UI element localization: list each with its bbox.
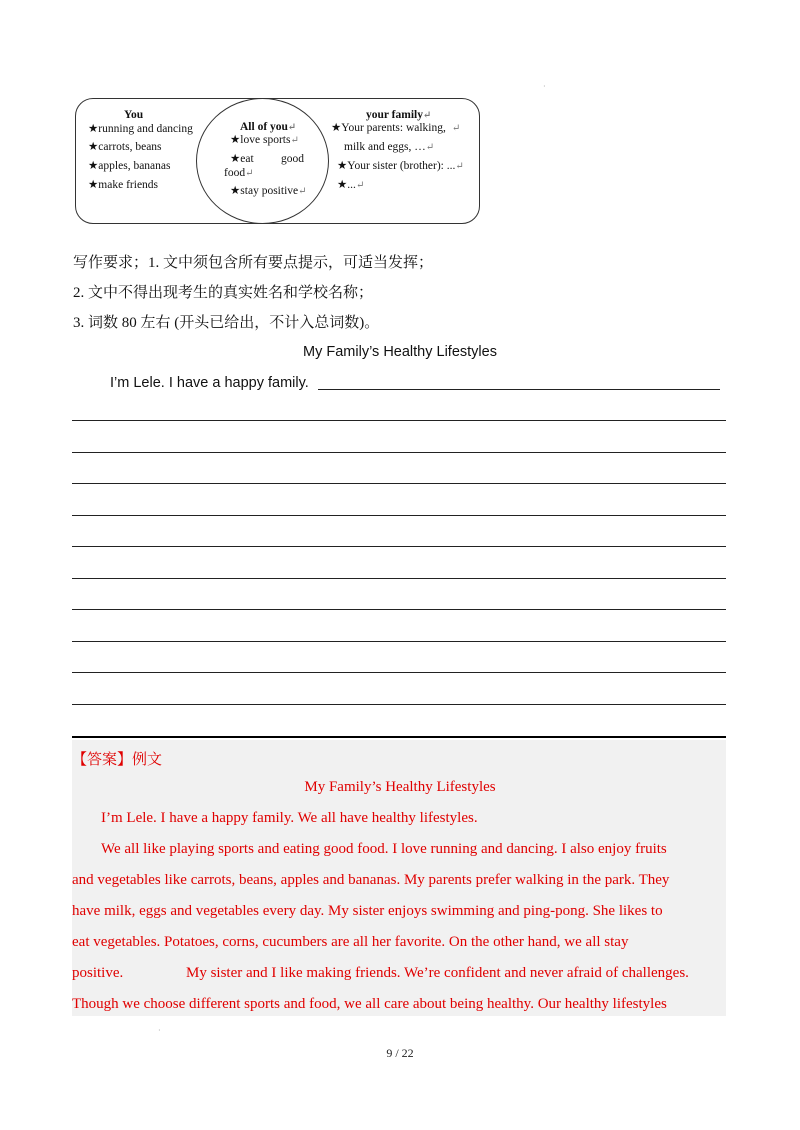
family-item-4-wrap (337, 178, 364, 193)
family-item-3-wrap (337, 159, 464, 174)
family-item-2: milk and eggs, … (344, 141, 426, 153)
all-item-1: ★love sports (230, 134, 291, 146)
you-item-2: ★carrots, beans (88, 141, 162, 153)
writing-line[interactable] (72, 609, 726, 610)
family-item-1: ★Your parents: walking, (331, 122, 446, 134)
family-heading: your family (366, 109, 423, 121)
return-mark-icon: ↵ (455, 161, 464, 172)
answer-line-6b: My sister and I like making friends. We’re confident and never afraid of challenges. (186, 965, 689, 981)
return-mark-icon: ↵ (287, 122, 297, 133)
family-item-1-wrap (331, 121, 460, 136)
all-item-2: ★eat (230, 153, 254, 165)
writing-line[interactable] (72, 420, 726, 421)
writing-line[interactable] (72, 452, 726, 453)
writing-line-intro[interactable] (318, 389, 720, 390)
all-item-1-wrap (230, 133, 299, 148)
all-item-3-wrap (230, 184, 307, 199)
answer-line-3: and vegetables like carrots, beans, apples and bananas. My parents prefer walking in the park. They (72, 872, 670, 888)
all-item-3: ★stay positive (230, 185, 299, 197)
answer-label: 【答案】例文 (72, 752, 163, 768)
requirement-line-1: 写作要求；1. 文中须包含所有要点提示，可适当发挥； (73, 255, 434, 271)
answer-line-4: have milk, eggs and vegetables every day. My sister enjoys swimming and ping-pong. She likes to (72, 903, 663, 919)
all-item-2c-wrap (224, 166, 253, 181)
you-item-3: ★apples, bananas (88, 160, 171, 172)
all-item-2b: good (281, 153, 304, 165)
essay-intro: I’m Lele. I have a happy family. (110, 375, 309, 391)
all-heading: All of you (240, 121, 288, 133)
return-mark-icon: ↵ (290, 135, 299, 146)
page-number: 9 / 22 (386, 1046, 414, 1060)
writing-line[interactable] (72, 515, 726, 516)
family-item-4: ★... (337, 179, 356, 191)
writing-line[interactable] (72, 546, 726, 547)
return-mark-icon: ↵ (425, 142, 435, 153)
writing-line[interactable] (72, 483, 726, 484)
requirement-line-3: 3. 词数 80 左右 (开头已给出，不计入总词数)。 (73, 315, 380, 331)
writing-line[interactable] (72, 641, 726, 642)
return-mark-icon: ↵ (355, 180, 365, 191)
venn-diagram-circle (196, 98, 329, 224)
family-item-3: ★Your sister (brother): ... (337, 160, 456, 172)
return-mark-icon: ↵ (298, 186, 307, 197)
you-heading: You (124, 109, 144, 121)
return-mark-icon: ↵ (245, 168, 254, 179)
answer-line-2: We all like playing sports and eating good food. I love running and dancing. I also enjoy fruits (101, 841, 667, 857)
writing-line[interactable] (72, 578, 726, 579)
writing-line[interactable] (72, 704, 726, 705)
family-item-2-wrap (344, 140, 434, 155)
answer-line-5: eat vegetables. Potatoes, corns, cucumbers are all her favorite. On the other hand, we all stay (72, 934, 629, 950)
you-item-4: ★make friends (88, 179, 159, 191)
return-mark-icon: ↵ (422, 110, 432, 121)
answer-line-1: I’m Lele. I have a happy family. We all have healthy lifestyles. (101, 810, 478, 826)
answer-line-7: Though we choose different sports and food, we all care about being healthy. Our healthy lifestyles (72, 996, 667, 1012)
answer-line-6a: positive. (72, 965, 124, 981)
section-divider (72, 736, 726, 738)
you-item-1: ★running and dancing (88, 123, 193, 135)
writing-line[interactable] (72, 672, 726, 673)
all-item-2c: food (224, 167, 246, 179)
stray-dot: · (158, 1026, 161, 1035)
return-mark-icon: ↵ (451, 123, 461, 134)
requirement-line-2: 2. 文中不得出现考生的真实姓名和学校名称； (73, 285, 374, 301)
answer-title: My Family’s Healthy Lifestyles (304, 779, 496, 795)
essay-title: My Family’s Healthy Lifestyles (303, 344, 497, 360)
stray-dot: · (543, 82, 546, 91)
